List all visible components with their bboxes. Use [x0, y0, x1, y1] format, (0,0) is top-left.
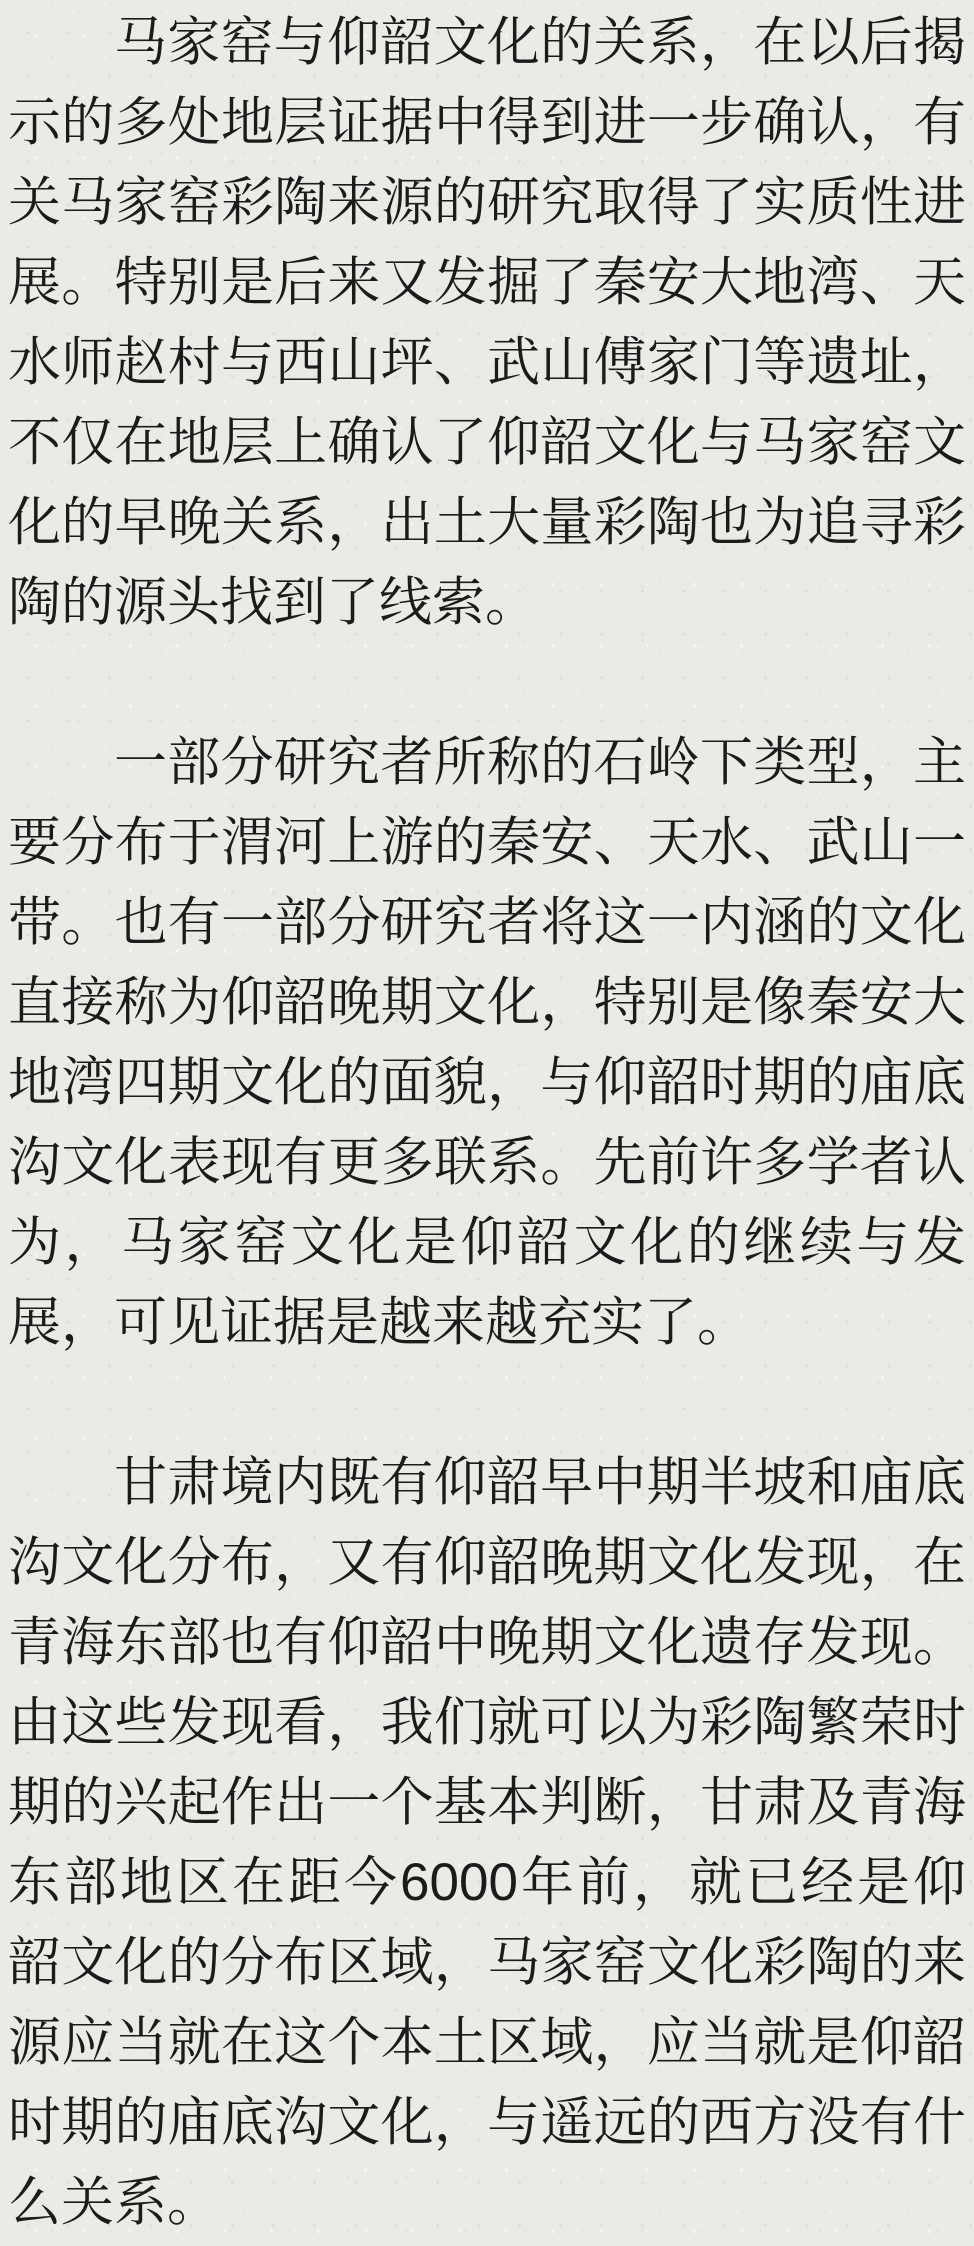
paragraph-1: 马家窑与仰韶文化的关系，在以后揭示的多处地层证据中得到进一步确认，有关马家窑彩陶来源的研究取得了实质性进展。特别是后来又发掘了秦安大地湾、天水师赵村与西山坪、武山傅家门等遗址，不仅在地层上确认了仰韶文化与马家窑文化的早晚关系，出土大量彩陶也为追寻彩陶的源头找到了线索。 — [8, 13, 966, 632]
paragraph-2: 一部分研究者所称的石岭下类型，主要分布于渭河上游的秦安、天水、武山一带。也有一部分研究者将这一内涵的文化直接称为仰韶晚期文化，特别是像秦安大地湾四期文化的面貌，与仰韶时期的庙底沟文化表现有更多联系。先前许多学者认为，马家窑文化是仰韶文化的继续与发展，可见证据是越来越充实了。 — [8, 733, 966, 1352]
paragraph-3: 甘肃境内既有仰韶早中期半坡和庙底沟文化分布，又有仰韶晚期文化发现，在青海东部也有仰韶中晚期文化遗存发现。由这些发现看，我们就可以为彩陶繁荣时期的兴起作出一个基本判断，甘肃及青海东部地区在距今6000年前，就已经是仰韶文化的分布区域，马家窑文化彩陶的来源应当就在这个本土区域，应当就是仰韶时期的庙底沟文化，与遥远的西方没有什么关系。 — [8, 1453, 966, 2232]
